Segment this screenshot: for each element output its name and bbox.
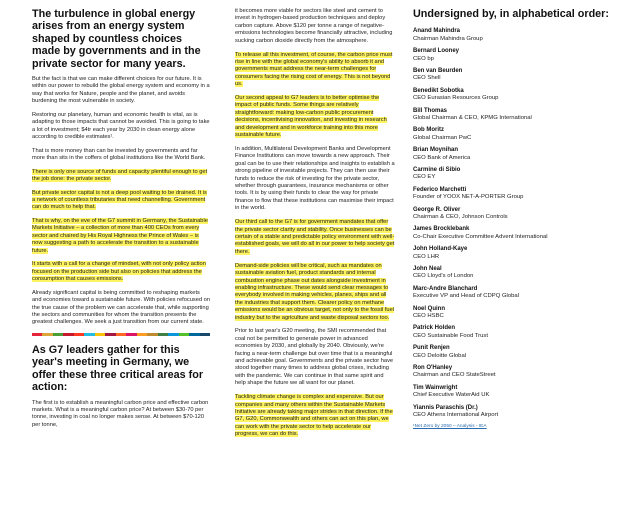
highlighted-text: That is why, on the eve of the G7 summit in Germany, the Sustainable Markets Initiative – a collection of more than 400 CEOs from every sector and chaired by His Royal Highness the Prince of Wales – is now suggesting a path to accelerate the transition to a sustainable future. bbox=[32, 218, 208, 254]
signatory-name: Yiannis Paraschis (Dr.) bbox=[413, 404, 478, 411]
signatory-item bbox=[413, 385, 613, 400]
column-signatories bbox=[413, 8, 613, 506]
signatory-item bbox=[413, 306, 613, 321]
signatory-role: CEO Lloyd's of London bbox=[413, 273, 474, 280]
body-paragraph bbox=[235, 52, 395, 89]
body-paragraph bbox=[32, 190, 210, 212]
stripe-segment bbox=[116, 333, 126, 336]
signatory-item bbox=[413, 325, 613, 340]
body-paragraph bbox=[32, 76, 210, 106]
signatory-name: Patrick Holden bbox=[413, 325, 456, 332]
signatory-item bbox=[413, 345, 613, 360]
highlighted-text: Tackling climate change is complex and expensive. But our companies and many others within the Sustainable Markets Initiative are already taking major strides in that direction. If the G7, G20, Commonwealth and others can act on this plan, we can work with the private sector to help accelerate our progress, we can do this. bbox=[235, 394, 393, 438]
body-paragraph bbox=[235, 8, 395, 45]
stripe-segment bbox=[105, 333, 115, 336]
signatory-item bbox=[413, 187, 613, 202]
signatory-name: Brian Moynihan bbox=[413, 147, 459, 154]
body-paragraph bbox=[32, 290, 210, 327]
signatory-item bbox=[413, 108, 613, 123]
highlighted-text: To release all this investment, of course, the carbon price must rise in line with the global economy's ability to absorb it and governments must address the near-term challenges for consumers facing the rising cost of energy. This is not beyond us. bbox=[235, 51, 393, 88]
signatory-role: Founder of YOOX NET-A-PORTER Group bbox=[413, 194, 524, 201]
signatory-name: Bob Moritz bbox=[413, 127, 444, 134]
signatory-name: Bill Thomas bbox=[413, 107, 448, 114]
paragraph-text: Already significant capital is being committed to reshaping markets and economies toward a sustainable future. With policies refocused on the true cause of the problem we can accelerate that, while supporting the sectors and communities for whom the transition presents the greatest challenges. We seek a just transition from our current state. bbox=[32, 289, 210, 326]
stripe-segment bbox=[84, 333, 94, 336]
signatory-role: CEO HSBC bbox=[413, 312, 444, 319]
signatory-name: Noel Quinn bbox=[413, 305, 445, 312]
column-left bbox=[32, 8, 210, 506]
signatory-name: George R. Oliver bbox=[413, 206, 461, 213]
paragraph-text: Restoring our planetary, human and economic health is vital, as is adapting to those impacts that cannot be avoided. This is going to take a lot of investment; $4tr each year by 2030 in clean energy alone according to credible estimates¹. bbox=[32, 111, 210, 141]
signatory-name: John Neal bbox=[413, 265, 442, 272]
signatory-role: Global Chairman & CEO, KPMG International bbox=[413, 115, 532, 121]
highlighted-text: Our third call to the G7 is for government mandates that offer the private sector clarity and stability. Once businesses can be certain of a stable and predictable policy environment with well-established goals, we will do all in our power to help society get there. bbox=[235, 219, 395, 255]
signatories-heading: Undersigned by, in alphabetical order: bbox=[413, 8, 609, 20]
signatory-name: Bernard Looney bbox=[413, 48, 460, 55]
signatory-name: Ron O'Hanley bbox=[413, 364, 453, 371]
stripe-segment bbox=[32, 333, 42, 336]
stripe-segment bbox=[200, 333, 210, 336]
signatory-item bbox=[413, 167, 613, 182]
signatory-item bbox=[413, 246, 613, 261]
signatory-name: Tim Wainwright bbox=[413, 384, 458, 391]
body-paragraph bbox=[235, 263, 395, 322]
signatory-name: James Brocklebank bbox=[413, 226, 470, 233]
signatory-role: CEO Eurasian Resources Group bbox=[413, 95, 499, 102]
signatory-item bbox=[413, 286, 613, 301]
section-heading: As G7 leaders gather for this year's meeting in Germany, we offer these three critical areas for action: bbox=[32, 343, 204, 394]
body-paragraph bbox=[32, 261, 210, 283]
signatory-role: CEO Sustainable Food Trust bbox=[413, 332, 488, 339]
paragraph-text: That is more money than can be invested by governments and far more than sits in the coffers of global institutions like the World Bank. bbox=[32, 147, 206, 162]
stripe-segment bbox=[42, 333, 52, 336]
highlighted-text: It starts with a call for a change of mindset, with not only policy action focused on the production side but also on policies that address the consumption that causes emissions. bbox=[32, 261, 206, 283]
signatory-role: CEO bp bbox=[413, 55, 434, 62]
signatory-name: Anand Mahindra bbox=[413, 28, 461, 35]
stripe-segment bbox=[147, 333, 157, 336]
signatory-item bbox=[413, 48, 613, 63]
signatory-item bbox=[413, 147, 613, 162]
signatory-name: Marc-Andre Blanchard bbox=[413, 285, 478, 292]
signatory-role: Chairman Mahindra Group bbox=[413, 35, 483, 42]
signatory-item bbox=[413, 88, 613, 103]
stripe-segment bbox=[158, 333, 168, 336]
signatory-role: Executive VP and Head of CDPQ Global bbox=[413, 293, 519, 300]
signatory-item bbox=[413, 68, 613, 83]
signatory-role: Global Chairman PwC bbox=[413, 134, 472, 141]
stripe-segment bbox=[63, 333, 73, 336]
stripe-segment bbox=[126, 333, 136, 336]
signatory-name: John Holland-Kaye bbox=[413, 246, 468, 253]
stripe-segment bbox=[137, 333, 147, 336]
signatory-role: CEO EY bbox=[413, 174, 436, 181]
body-paragraph bbox=[32, 148, 210, 163]
stripe-segment bbox=[168, 333, 178, 336]
paragraph-text: Prior to last year's G20 meeting, the SMI recommended that coal not be permitted to generate power in advanced economies by 2030, and globally by 2040. Obviously, we're facing a near-term challenge but over time that is a meaningful and achievable goal. Governments and the private sector have stood together many times to address global crises, including with the pandemic. We can continue in that same spirit and help shape the future we all want for our planet. bbox=[235, 328, 394, 387]
signatory-role: CEO Bank of America bbox=[413, 154, 471, 161]
signatory-name: Federico Marchetti bbox=[413, 186, 467, 193]
stripe-segment bbox=[74, 333, 84, 336]
signatory-role: CEO LHR bbox=[413, 253, 440, 260]
signatory-item bbox=[413, 226, 613, 241]
paragraph-text: But the fact is that we can make different choices for our future. It is within our power to rebuild the global energy system and economy in a way that works for Nature, people and the planet, and avoids burdening the most vulnerable in society. bbox=[32, 76, 210, 105]
signatory-name: Ben van Beurden bbox=[413, 68, 463, 74]
stripe-segment bbox=[53, 333, 63, 336]
stripe-segment bbox=[179, 333, 189, 336]
signatory-role: Co-Chair Executive Committee Advent International bbox=[413, 233, 548, 240]
signatories-list bbox=[413, 28, 613, 419]
body-paragraph bbox=[235, 394, 395, 438]
middle-paragraphs bbox=[235, 8, 395, 439]
signatory-role: CEO Shell bbox=[413, 75, 441, 82]
signatory-role: Chairman and CEO StateStreet bbox=[413, 372, 496, 379]
body-paragraph bbox=[32, 218, 210, 255]
signatory-name: Carmine di Sibio bbox=[413, 166, 461, 173]
highlighted-text: Our second appeal to G7 leaders is to better optimise the impact of public funds. Some things are relatively straightforward: making low-carbon public procurement decisions, incentivising innovation, and investing in research and development and in workforce training into this more sustainable future. bbox=[235, 95, 387, 139]
signatory-item bbox=[413, 405, 613, 420]
page-title: The turbulence in global energy arises from an energy system shaped by countless choices made by governments and in the private sector for many years. bbox=[32, 8, 201, 70]
highlighted-text: There is only one source of funds and capacity plentiful enough to get the job done: the private sector. bbox=[32, 168, 208, 183]
body-paragraph bbox=[32, 169, 210, 184]
signatory-name: Benedikt Sobotka bbox=[413, 87, 464, 94]
signatory-role: Chairman & CEO, Johnson Controls bbox=[413, 213, 508, 220]
body-paragraph bbox=[235, 146, 395, 213]
signatory-role: Chief Executive WaterAid UK bbox=[413, 392, 490, 399]
body-paragraph bbox=[235, 95, 395, 139]
signatory-role: CEO Deloitte Global bbox=[413, 352, 467, 359]
signatory-item bbox=[413, 207, 613, 222]
paragraph-text: it becomes more viable for sectors like steel and cement to invest in hydrogen-based production techniques and deploy carbon capture. Above $120 per tonne a range of negative-emissions technologies become financially attractive, including sucking carbon dioxide directly from the atmosphere. bbox=[235, 8, 393, 44]
signatory-name: Punit Renjen bbox=[413, 345, 450, 352]
body-paragraph bbox=[235, 219, 395, 256]
closing-paragraph: The first is to establish a meaningful carbon price and effective carbon markets. What is a meaningful carbon price? At between $30-70 per tonne, investing in coal no longer makes sense. At between $70-120 per tonne, bbox=[32, 399, 209, 428]
stripe-segment bbox=[95, 333, 105, 336]
column-middle bbox=[235, 8, 395, 506]
paragraph-text: In addition, Multilateral Development Banks and Development Finance Institutions can move towards a new approach. Their goal can be to use their relationships and insights to establish a strong pipeline of investable projects. They can then use their funds to reduce the risk of investing for the private sector, whether through guarantees, insurance mechanisms or other tools. It is by using their funds to clear the way for private finance to flow that these institutions can maximise their impact in the world. bbox=[235, 146, 395, 212]
signatory-item bbox=[413, 266, 613, 281]
sdg-color-stripe bbox=[32, 333, 210, 336]
stripe-segment bbox=[189, 333, 199, 336]
signatory-item bbox=[413, 28, 613, 43]
signatory-item bbox=[413, 365, 613, 380]
body-paragraph bbox=[32, 112, 210, 142]
signatory-item bbox=[413, 127, 613, 142]
signatory-role: CEO Athens International Airport bbox=[413, 411, 499, 418]
highlighted-text: But private sector capital is not a deep pool waiting to be drained. It is a network of countless tributaries that need channelling. Government can do much to help that. bbox=[32, 189, 207, 211]
body-paragraph bbox=[235, 328, 395, 387]
highlighted-text: Demand-side policies will be critical, such as mandates on sustainable aviation fuel, product standards and internal combustion engine phase out dates alongside investment in enabling infrastructure. These would send clear messages to everybody involved in making vehicles, planes, ships and all the industries that support them. Clearer policy on methane emissions would be an obvious target, not only to the fossil fuel industry but to the agriculture and waste disposal sectors too. bbox=[235, 262, 395, 321]
left-paragraphs bbox=[32, 76, 210, 327]
footnote-link[interactable]: ¹Net Zero by 2050 – Analysis - IEA bbox=[413, 424, 487, 430]
